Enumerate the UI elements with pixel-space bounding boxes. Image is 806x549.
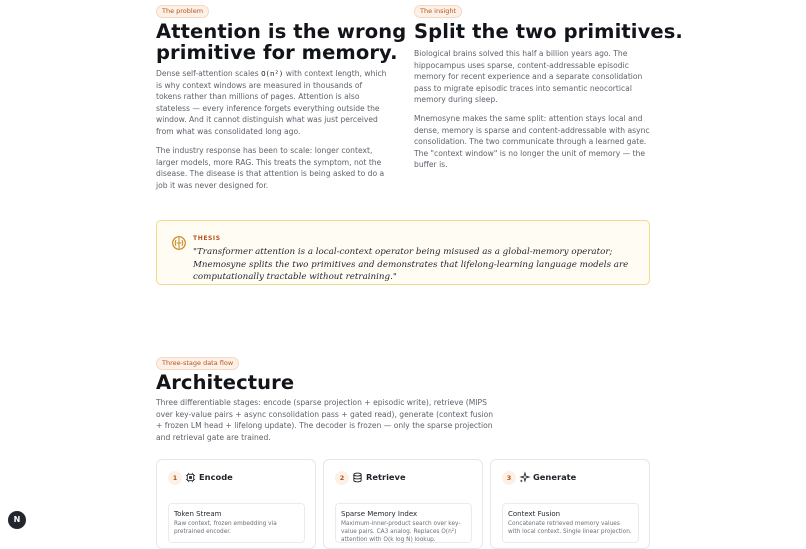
chip-icon [185, 472, 196, 483]
component-title: Token Stream [174, 510, 222, 518]
insight-title: Split the two primitives. [414, 20, 683, 43]
stage-component [502, 503, 639, 543]
database-icon [352, 472, 363, 483]
problem-badge: The problem [156, 5, 209, 18]
insight-paragraph-2: Mnemosyne makes the same split: attention stays local and dense, memory is sparse and content-addressable with async consolidation. The two communicate through a learned gate. The "context window" is no longer the unit of memory — the buffer is. [414, 114, 650, 170]
component-title: Context Fusion [508, 510, 561, 518]
stage-component [168, 503, 305, 543]
problem-paragraph-1: Dense self-attention scales O(n²) with context length, which is why context windows are measured in thousands of tokens rather than millions of pages. Attention is also stateless — every inference forgets everything outside the window. And it cannot distinguish what was just perceived from what was consolidated long ago. [156, 69, 387, 136]
stage-title: Encode [199, 472, 233, 482]
component-description: Raw context, frozen embedding via pretrained encoder. [174, 521, 277, 535]
insight-paragraph-1: Biological brains solved this half a billion years ago. The hippocampus uses sparse, content-addressable episodic memory for recent experience and a separate consolidation pass to migrate episodic traces into semantic neocortical memory during sleep. [414, 49, 643, 105]
complexity-code: O(n²) [261, 69, 284, 78]
problem-title: Attention is the wrong primitive for memory. [156, 20, 407, 64]
stage-number: 1 [168, 471, 182, 485]
thesis-quote: "Transformer attention is a local-context operator being misused as a global-memory operator; Mnemosyne splits the two primitives and demonstrates that lifelong-learning language models are computationally tractable without retraining." [193, 247, 629, 283]
architecture-title: Architecture [156, 371, 295, 394]
stage-component [335, 503, 472, 543]
floating-logo-button[interactable]: N [8, 511, 26, 529]
component-title: Sparse Memory Index [341, 510, 418, 518]
component-description: Maximum-inner-product search over key-value pairs. CA3 analog. Replaces O(n²) attention with O(k log N) lookup. [341, 521, 461, 543]
stage-title: Generate [533, 472, 577, 482]
sparkle-icon [519, 472, 530, 483]
stage-card-encode [156, 459, 316, 549]
stage-card-generate [490, 459, 650, 549]
thesis-label: THESIS [193, 235, 221, 242]
insight-badge: The insight [414, 5, 462, 18]
architecture-badge: Three-stage data flow [156, 357, 239, 370]
stage-number: 2 [335, 471, 349, 485]
stage-title: Retrieve [366, 472, 406, 482]
problem-paragraph-2: The industry response has been to scale: longer context, larger models, more RAG. This treats the symptom, not the disease. The disease is that attention is being asked to do a job it was never designed for. [156, 146, 385, 190]
architecture-description: Three differentiable stages: encode (sparse projection + episodic write), retrieve (MIPS over key-value pairs + async consolidation pass + gated read), generate (context fusion + frozen LM head + lifelong update). The decoder is frozen — only the sparse projection and retrieval gate are trained. [156, 398, 494, 442]
thesis-callout [156, 220, 650, 285]
brain-icon [171, 235, 187, 251]
component-description: Concatenate retrieved memory values with local context. Single linear projection. [508, 521, 632, 535]
stage-number: 3 [502, 471, 516, 485]
stage-card-retrieve [323, 459, 483, 549]
